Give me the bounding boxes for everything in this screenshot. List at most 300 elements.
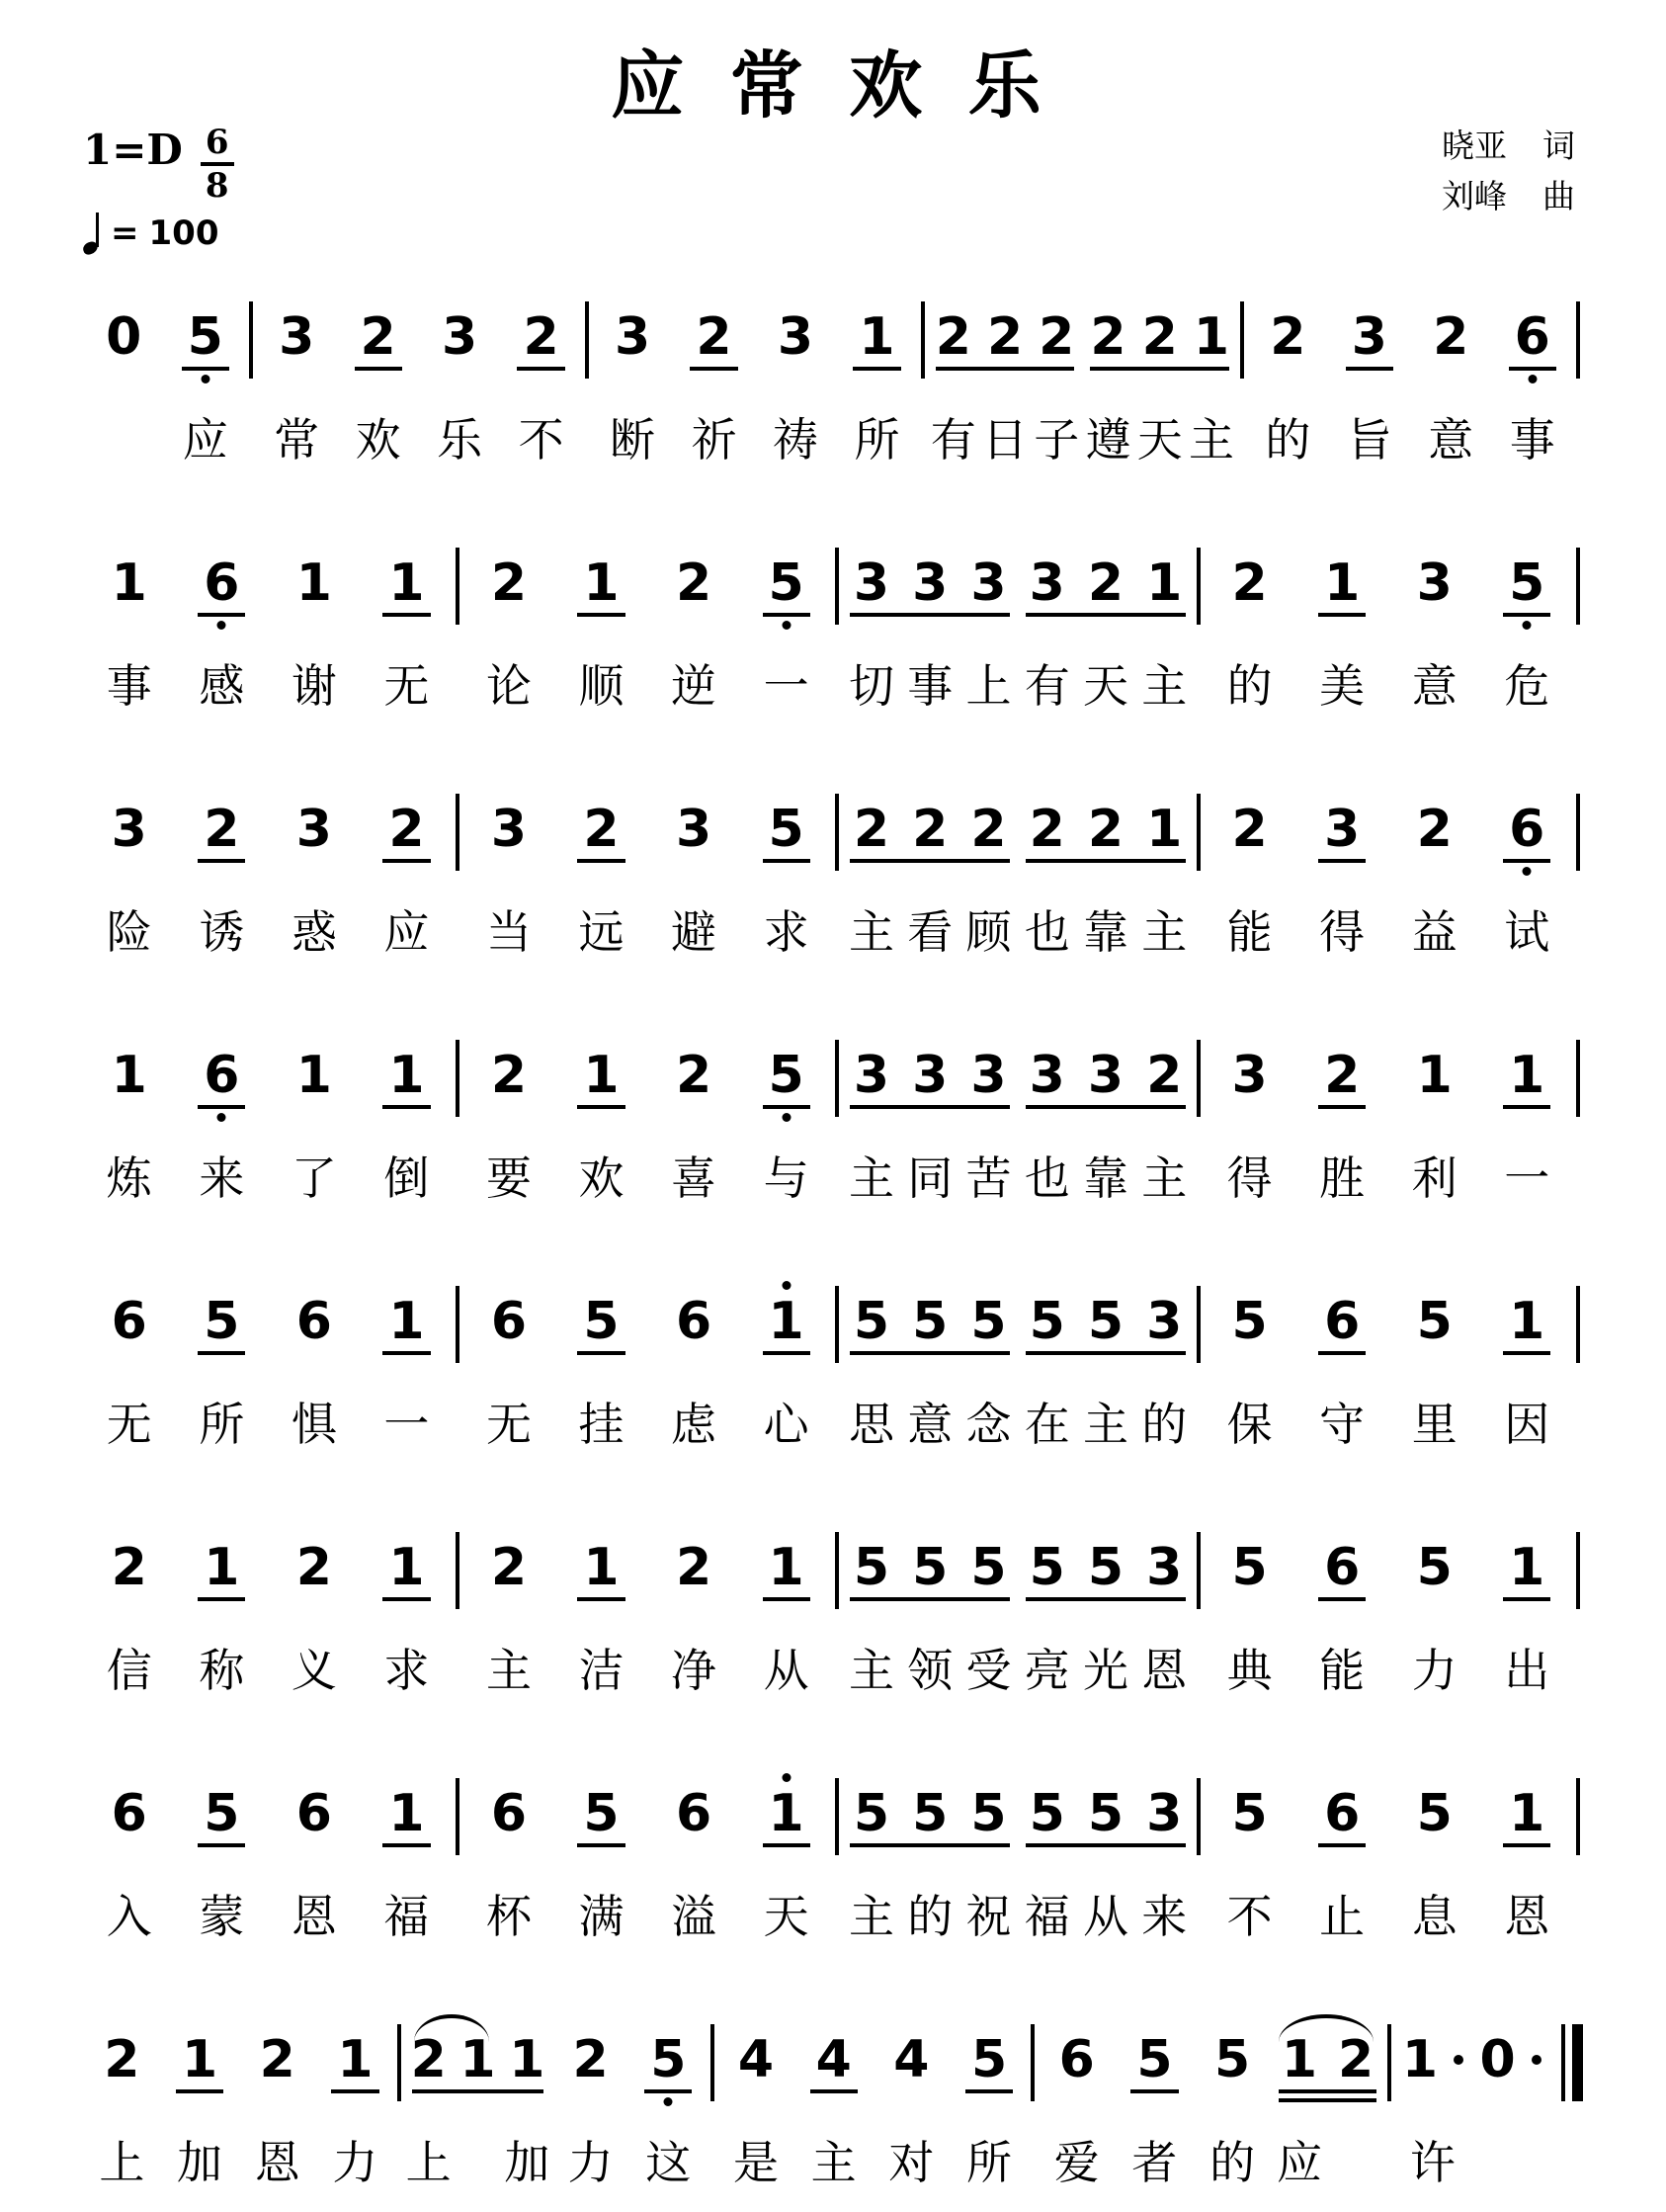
note-digit: 5 bbox=[187, 307, 223, 368]
note-number bbox=[848, 1292, 895, 1352]
note-number bbox=[331, 2030, 378, 2093]
note-area bbox=[1024, 1756, 1071, 1867]
note-digit: 1 bbox=[295, 553, 332, 614]
note-number bbox=[1226, 1046, 1274, 1106]
lyric-syllable: 无 bbox=[383, 661, 430, 713]
lyric-syllable: 顾 bbox=[965, 907, 1012, 959]
note-number bbox=[906, 1292, 954, 1352]
barline-line bbox=[835, 548, 839, 625]
note bbox=[268, 1264, 361, 1456]
note-digit: 2 bbox=[388, 800, 425, 860]
lyric-syllable: 是 bbox=[732, 2138, 779, 2189]
lyric-syllable: 了 bbox=[291, 1153, 337, 1205]
note-digit: 2 bbox=[490, 1538, 528, 1598]
note-digit: 1 bbox=[1146, 553, 1183, 614]
barline-line bbox=[456, 1040, 459, 1117]
note-number bbox=[906, 800, 954, 860]
note-area bbox=[772, 280, 819, 390]
lyric-syllable: 福 bbox=[1024, 1892, 1070, 1943]
note-number bbox=[485, 1292, 533, 1352]
lyric-syllable: 天 bbox=[1136, 415, 1183, 467]
note-number bbox=[106, 800, 153, 860]
lyric-syllable: 有 bbox=[1024, 661, 1070, 713]
note-digit: 3 bbox=[912, 553, 949, 614]
note-number bbox=[1411, 1784, 1458, 1844]
note-area bbox=[1082, 1018, 1129, 1129]
note bbox=[161, 2002, 239, 2194]
lyricist-name: 晓亚 bbox=[1442, 129, 1507, 165]
note-area bbox=[848, 1756, 895, 1867]
note-digit: 2 bbox=[1029, 800, 1065, 860]
barline-line bbox=[921, 301, 925, 379]
barline-line bbox=[1576, 301, 1580, 379]
final-bar-thick-line bbox=[1572, 2024, 1583, 2101]
note bbox=[176, 1018, 269, 1210]
note bbox=[979, 280, 1031, 471]
note-number bbox=[198, 800, 245, 863]
lyric-syllable: 受 bbox=[965, 1646, 1012, 1697]
lyric-syllable: 力 bbox=[1411, 1646, 1458, 1697]
final-bar-thin-line bbox=[1561, 2024, 1565, 2101]
note-area bbox=[106, 1510, 153, 1621]
beam-line bbox=[936, 367, 1075, 371]
lyric-syllable: 天 bbox=[1082, 661, 1128, 713]
beam-line bbox=[850, 1843, 1010, 1847]
note-number bbox=[1318, 553, 1366, 617]
note-number bbox=[1503, 1538, 1550, 1601]
note-digit: 2 bbox=[523, 307, 559, 368]
note-number bbox=[1136, 307, 1184, 368]
barline-line bbox=[456, 1286, 459, 1363]
note-area bbox=[1509, 280, 1556, 390]
note-digit: 5 bbox=[912, 1538, 949, 1598]
note bbox=[555, 1264, 648, 1456]
note-digit: 2 bbox=[1039, 307, 1075, 368]
note-digit: 1 bbox=[768, 1784, 804, 1844]
note-number bbox=[1474, 2030, 1547, 2090]
note-area bbox=[436, 280, 483, 390]
note bbox=[1388, 1264, 1481, 1456]
note-digit: 2 bbox=[1337, 2030, 1374, 2090]
note-digit: 1 bbox=[388, 1784, 425, 1844]
lyric-syllable: 主 bbox=[485, 1646, 532, 1697]
note-number bbox=[106, 1784, 153, 1844]
note-number bbox=[485, 800, 533, 860]
note-area bbox=[1318, 526, 1366, 637]
barline bbox=[453, 1756, 462, 1855]
note-area bbox=[291, 526, 338, 637]
lyric-syllable: 也 bbox=[1024, 907, 1070, 959]
note bbox=[647, 1018, 740, 1210]
beam-line bbox=[850, 1105, 1010, 1109]
note-digit: 1 bbox=[1509, 1784, 1545, 1844]
note-number bbox=[1140, 1538, 1188, 1598]
note bbox=[555, 772, 648, 964]
note bbox=[83, 526, 176, 718]
lyric-syllable: 意 bbox=[1428, 415, 1474, 467]
note-digit: 5 bbox=[768, 800, 804, 860]
lyric-syllable: 日 bbox=[982, 415, 1029, 467]
lyric-syllable: 断 bbox=[610, 415, 656, 467]
lyric-syllable: 子 bbox=[1034, 415, 1080, 467]
note-area bbox=[1024, 1510, 1071, 1621]
lyric-syllable: 恩 bbox=[254, 2138, 300, 2189]
note-number bbox=[577, 1538, 625, 1601]
note-number bbox=[763, 553, 810, 617]
note-digit: 2 bbox=[1090, 307, 1126, 368]
note-digit: 3 bbox=[675, 800, 712, 860]
note-area bbox=[1082, 1756, 1129, 1867]
note-digit: 3 bbox=[853, 1046, 890, 1106]
barline bbox=[1573, 1510, 1583, 1609]
barline-line bbox=[1031, 2024, 1035, 2101]
note-digit: 2 bbox=[696, 307, 732, 368]
note-area bbox=[577, 1018, 625, 1129]
note-number bbox=[355, 307, 402, 371]
note-digit: 5 bbox=[1231, 1538, 1268, 1598]
beam-group bbox=[1271, 2002, 1383, 2194]
note-area bbox=[1140, 1018, 1188, 1129]
note-number bbox=[291, 800, 338, 860]
note-number bbox=[1130, 2030, 1178, 2093]
note-number bbox=[1318, 1046, 1366, 1109]
note-digit: 1 bbox=[388, 1046, 425, 1106]
note-number bbox=[567, 2030, 615, 2090]
note-area bbox=[1474, 2002, 1547, 2113]
beam-line bbox=[850, 613, 1010, 617]
note-number bbox=[1427, 307, 1474, 368]
note-number bbox=[670, 800, 717, 860]
note-area bbox=[964, 772, 1012, 883]
note-number bbox=[1318, 1538, 1366, 1601]
note-area bbox=[670, 1756, 717, 1867]
lyric-syllable: 欢 bbox=[355, 415, 401, 467]
note-digit: 5 bbox=[1087, 1784, 1125, 1844]
lyric-syllable: 倒 bbox=[383, 1153, 430, 1205]
lyric-syllable: 主 bbox=[849, 1892, 894, 1943]
note-digit: 1 bbox=[859, 307, 895, 368]
note-digit: 5 bbox=[204, 1784, 240, 1844]
barline bbox=[1194, 1756, 1204, 1855]
note-area bbox=[291, 1264, 338, 1375]
note-number bbox=[291, 1784, 338, 1844]
quarter-note-icon bbox=[83, 211, 101, 256]
note-digit: 2 bbox=[1087, 553, 1125, 614]
lyric-syllable: 得 bbox=[1319, 907, 1366, 959]
note-area bbox=[670, 1018, 717, 1129]
note-number bbox=[1208, 2030, 1256, 2090]
note bbox=[83, 1018, 176, 1210]
note bbox=[1018, 1756, 1076, 1948]
note-area bbox=[1140, 1510, 1188, 1621]
note bbox=[928, 280, 979, 471]
note-number bbox=[1140, 800, 1188, 860]
lyric-syllable: 加 bbox=[504, 2138, 550, 2189]
note-area bbox=[981, 280, 1029, 390]
beam-group-notes bbox=[842, 1264, 1018, 1456]
note-area bbox=[485, 1756, 533, 1867]
note-area bbox=[1411, 1510, 1458, 1621]
note-number bbox=[291, 1292, 338, 1352]
note-digit: 3 bbox=[970, 1046, 1007, 1106]
note-number bbox=[106, 1538, 153, 1598]
lyric-syllable: 论 bbox=[485, 661, 532, 713]
note bbox=[1295, 1018, 1388, 1210]
note-digit: 1 bbox=[583, 1538, 620, 1598]
note-area bbox=[853, 280, 900, 390]
lyric-syllable: 洁 bbox=[578, 1646, 625, 1697]
note-number bbox=[906, 553, 954, 614]
note bbox=[1388, 1018, 1481, 1210]
music-system bbox=[83, 520, 1583, 766]
lyric-syllable: 的 bbox=[907, 1892, 954, 1943]
note-digit: 2 bbox=[935, 307, 971, 368]
lyric-syllable: 义 bbox=[291, 1646, 337, 1697]
lyric-syllable: 杯 bbox=[485, 1892, 532, 1943]
note bbox=[647, 1264, 740, 1456]
lyric-syllable: 所 bbox=[966, 2138, 1013, 2189]
beam-group bbox=[1018, 1018, 1194, 1210]
barline-line bbox=[835, 794, 839, 871]
note-number bbox=[930, 307, 977, 368]
low-octave-dot bbox=[1528, 375, 1537, 383]
beam-group-notes bbox=[404, 2002, 552, 2194]
note-number bbox=[405, 2030, 453, 2090]
note-number bbox=[1226, 1784, 1274, 1844]
lyric-syllable: 虑 bbox=[671, 1400, 717, 1451]
note-digit: 5 bbox=[1231, 1784, 1268, 1844]
note-number bbox=[1411, 1046, 1458, 1106]
note-area bbox=[848, 1264, 895, 1375]
note bbox=[1135, 1510, 1194, 1702]
lyric-syllable: 看 bbox=[907, 907, 954, 959]
note-digit: 2 bbox=[490, 553, 528, 614]
note-number bbox=[382, 800, 430, 863]
note-digit: 2 bbox=[675, 1046, 712, 1106]
note-digit: 5 bbox=[768, 1046, 804, 1106]
note-number bbox=[1226, 1292, 1274, 1352]
note-number bbox=[1226, 1538, 1274, 1598]
note bbox=[268, 1018, 361, 1210]
lyric-syllable: 主 bbox=[1082, 1400, 1128, 1451]
note-digit: 1 bbox=[459, 2030, 496, 2090]
note-digit: 2 bbox=[1324, 1046, 1361, 1106]
lyric-syllable: 利 bbox=[1411, 1153, 1458, 1205]
note bbox=[740, 1510, 833, 1702]
barline-line bbox=[456, 548, 459, 625]
note bbox=[1135, 1756, 1194, 1948]
note-digit: 5 bbox=[1136, 2030, 1173, 2090]
beam-group bbox=[1018, 1264, 1194, 1456]
barline-line bbox=[1197, 1778, 1201, 1855]
note-area bbox=[1226, 772, 1274, 883]
note bbox=[176, 772, 269, 964]
note bbox=[959, 526, 1018, 718]
note-area bbox=[848, 526, 895, 637]
note-area bbox=[1503, 1018, 1550, 1129]
lyric-syllable: 逆 bbox=[671, 661, 717, 713]
note-area bbox=[1411, 1018, 1458, 1129]
lyric-syllable: 称 bbox=[199, 1646, 245, 1697]
note-number bbox=[964, 1784, 1012, 1844]
note-area bbox=[98, 2002, 145, 2113]
note-number bbox=[485, 1046, 533, 1106]
note-number bbox=[1082, 1292, 1129, 1352]
note-number bbox=[1411, 1292, 1458, 1352]
lyric-syllable: 上 bbox=[965, 661, 1012, 713]
note-area bbox=[106, 772, 153, 883]
note-area bbox=[382, 1018, 430, 1129]
lyric-syllable: 信 bbox=[106, 1646, 152, 1697]
note-digit: 4 bbox=[893, 2030, 930, 2090]
lyric-syllable: 要 bbox=[485, 1153, 532, 1205]
beam-group bbox=[842, 1018, 1018, 1210]
note-number bbox=[291, 1046, 338, 1106]
note-area bbox=[1226, 1510, 1274, 1621]
lyric-syllable: 意 bbox=[907, 1400, 954, 1451]
note-digit: 5 bbox=[1029, 1784, 1065, 1844]
note-area bbox=[964, 1264, 1012, 1375]
beam-line bbox=[850, 1351, 1010, 1355]
note bbox=[740, 772, 833, 964]
lyric-syllable: 蒙 bbox=[199, 1892, 245, 1943]
note-number bbox=[1318, 1292, 1366, 1355]
lyric-syllable: 的 bbox=[1209, 2138, 1256, 2189]
note-digit: 2 bbox=[853, 800, 890, 860]
note bbox=[1410, 280, 1491, 471]
lyric-syllable: 上 bbox=[405, 2138, 452, 2189]
note bbox=[268, 1510, 361, 1702]
note-area bbox=[1318, 1264, 1366, 1375]
note-digit: 5 bbox=[912, 1784, 949, 1844]
lyric-syllable: 同 bbox=[907, 1153, 954, 1205]
note bbox=[740, 526, 833, 718]
note-area bbox=[176, 2002, 223, 2113]
lyric-syllable: 无 bbox=[106, 1400, 152, 1451]
lyric-syllable: 险 bbox=[106, 907, 152, 959]
note bbox=[83, 772, 176, 964]
beam-group bbox=[1018, 526, 1194, 718]
note-digit: 1 bbox=[1401, 2030, 1438, 2090]
lyric-syllable: 恩 bbox=[291, 1892, 337, 1943]
note-number bbox=[763, 1292, 810, 1355]
note-digit: 6 bbox=[1058, 2030, 1095, 2090]
note-digit: 5 bbox=[1231, 1292, 1268, 1352]
note bbox=[83, 1756, 176, 1948]
note-digit: 1 bbox=[583, 1046, 620, 1106]
note-area bbox=[1140, 1756, 1188, 1867]
lyric-syllable: 主 bbox=[849, 1153, 894, 1205]
beam-line-second bbox=[1279, 2098, 1375, 2102]
note-digit: 3 bbox=[1324, 800, 1361, 860]
note-number bbox=[906, 1538, 954, 1598]
note-area bbox=[1082, 1264, 1129, 1375]
note-number bbox=[198, 1046, 245, 1109]
note-digit: 2 bbox=[1087, 800, 1125, 860]
lyric-syllable: 息 bbox=[1411, 1892, 1458, 1943]
note-area bbox=[1084, 280, 1131, 390]
music-system bbox=[83, 766, 1583, 1012]
note-number bbox=[1318, 800, 1366, 863]
note-number bbox=[1226, 553, 1274, 614]
note-number bbox=[198, 1292, 245, 1355]
augmentation-dot bbox=[1454, 2055, 1463, 2065]
note-area bbox=[848, 772, 895, 883]
note bbox=[1135, 1018, 1194, 1210]
note-area bbox=[198, 526, 245, 637]
lyric-syllable: 也 bbox=[1024, 1153, 1070, 1205]
note-area bbox=[906, 772, 954, 883]
note bbox=[555, 1756, 648, 1948]
note bbox=[1018, 1264, 1076, 1456]
note-number bbox=[1509, 307, 1556, 371]
barline-line bbox=[1576, 1286, 1580, 1363]
note-area bbox=[930, 280, 977, 390]
note-area bbox=[1130, 2002, 1178, 2113]
lyric-syllable: 加 bbox=[177, 2138, 223, 2189]
lyric-syllable: 主 bbox=[1188, 415, 1234, 467]
barline-line bbox=[397, 2024, 401, 2101]
lyric-syllable: 谢 bbox=[291, 661, 337, 713]
lyric-syllable: 欢 bbox=[578, 1153, 625, 1205]
note bbox=[755, 280, 836, 471]
note-number bbox=[1082, 1046, 1129, 1106]
note-area bbox=[485, 526, 533, 637]
note-digit: 6 bbox=[1324, 1292, 1361, 1352]
note-digit: 5 bbox=[970, 1538, 1007, 1598]
lyric-syllable: 恩 bbox=[1504, 1892, 1550, 1943]
music-system bbox=[83, 1750, 1583, 1997]
note-area bbox=[254, 2002, 301, 2113]
note-number bbox=[1082, 1784, 1129, 1844]
beam-group-notes bbox=[1018, 526, 1194, 718]
note bbox=[1388, 1510, 1481, 1702]
note-area bbox=[1503, 526, 1550, 637]
composer-name: 刘峰 bbox=[1442, 180, 1507, 216]
note bbox=[238, 2002, 316, 2194]
note-number bbox=[577, 1784, 625, 1847]
note-digit: 1 bbox=[1509, 1292, 1545, 1352]
barline bbox=[453, 1264, 462, 1363]
note-area bbox=[1024, 772, 1071, 883]
note bbox=[1031, 280, 1082, 471]
note-digit: 1 bbox=[1324, 553, 1361, 614]
lyric-syllable: 保 bbox=[1226, 1400, 1273, 1451]
note-area bbox=[670, 772, 717, 883]
beam-group bbox=[1018, 1510, 1194, 1702]
barline-line bbox=[1576, 1532, 1580, 1609]
note-number bbox=[1264, 307, 1311, 368]
note-area bbox=[100, 280, 147, 390]
note bbox=[842, 1756, 900, 1948]
note-area bbox=[106, 1264, 153, 1375]
barline bbox=[453, 1018, 462, 1117]
note-digit: 6 bbox=[490, 1292, 528, 1352]
song-title: 应 常 欢 乐 bbox=[611, 46, 1055, 128]
note bbox=[673, 280, 754, 471]
note-number bbox=[644, 2030, 692, 2093]
music-system bbox=[83, 274, 1583, 520]
note-digit: 2 bbox=[1231, 553, 1268, 614]
note bbox=[873, 2002, 951, 2194]
lyric-syllable: 主 bbox=[810, 2138, 857, 2189]
note bbox=[1018, 1510, 1076, 1702]
note-area bbox=[1140, 1264, 1188, 1375]
note-number bbox=[670, 553, 717, 614]
note-digit: 1 bbox=[388, 1538, 425, 1598]
note bbox=[361, 1264, 454, 1456]
time-signature bbox=[201, 123, 234, 207]
